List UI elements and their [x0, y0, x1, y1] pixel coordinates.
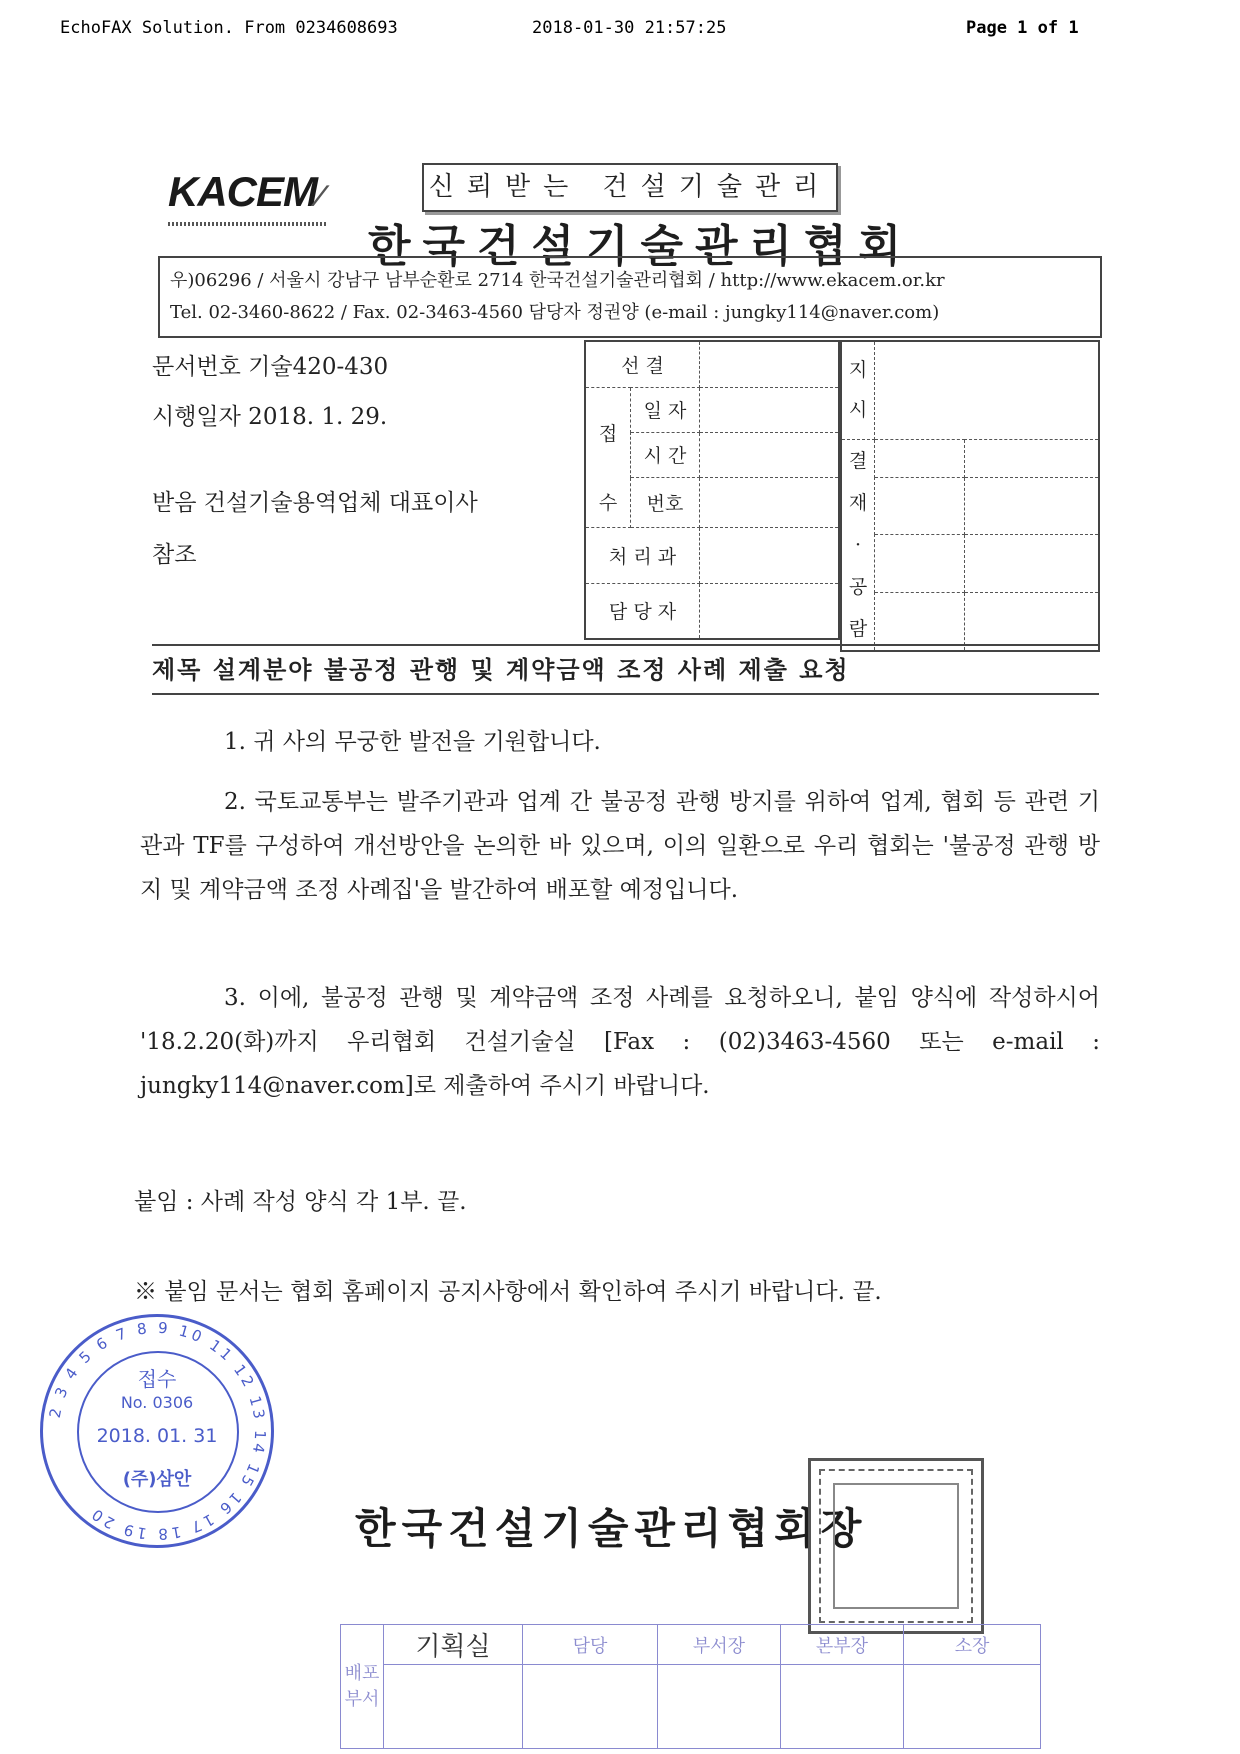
fax-sender: EchoFAX Solution. From 0234608693: [60, 18, 398, 38]
stamp-date: 2018. 01. 31: [96, 1425, 218, 1447]
handwritten-dept: 기획실: [384, 1625, 523, 1665]
paragraph-2: 2. 국토교통부는 발주기관과 업계 간 불공정 관행 방지를 위하여 업계, 협회 등 관련 기관과 TF를 구성하여 개선방안을 논의한 바 있으며, 이의 일환으로 우리 협회는 '불공정 관행 방지 및 계약금액 조정 사례집'을 발간하여 배포할 예정입니다.: [140, 789, 1100, 903]
president-signature: 한국건설기술관리협회장: [355, 1504, 868, 1553]
approval-cell: [875, 592, 965, 650]
jeop-label: 접: [585, 387, 631, 477]
number-label: 번호: [631, 477, 700, 527]
dist-header: 부서장: [658, 1625, 781, 1665]
side-ram: 람: [848, 617, 868, 640]
approval-cell: [875, 439, 965, 477]
recipient: 받음 건설기술용역업체 대표이사: [152, 490, 478, 516]
stamp-label: 접수: [137, 1367, 177, 1391]
kacem-logo: KACEM∕: [168, 168, 322, 215]
dist-header: 본부장: [781, 1625, 904, 1665]
stamp-ring-numbers: 2 3 4 5 6 7 8 9 10 11 12 13 14 15 16 17 18 19 20: [45, 1318, 270, 1544]
logo-underline: [168, 222, 328, 226]
seongyeol-cell: [700, 341, 840, 387]
approval-cell: [875, 477, 965, 534]
contact-line: Tel. 02-3460-8622 / Fax. 02-3463-4560 담당자 정권양 (e-mail : jungky114@naver.com): [170, 302, 940, 323]
side-si: 시: [848, 399, 868, 422]
dist-cell: [658, 1665, 781, 1749]
official-seal: [808, 1458, 984, 1634]
date-label: 일 자: [631, 387, 700, 432]
paragraph-1: 1. 귀 사의 무궁한 발전을 기원합니다.: [224, 729, 601, 755]
side-gong: 공: [848, 575, 868, 598]
side-gyeol: 결: [848, 449, 868, 472]
time-cell: [700, 432, 840, 477]
approval-table-left: [584, 340, 840, 640]
person-in-charge-label: 담 당 자: [585, 583, 700, 639]
organization-name: 한국건설기술관리협회: [368, 221, 914, 272]
approval-cell: [964, 439, 1099, 477]
address-line: 우)06296 / 서울시 강남구 남부순환로 2714 한국건설기술관리협회 / http://www.ekacem.or.kr: [170, 270, 945, 291]
slogan-box: 신뢰받는 건설기술관리: [422, 163, 838, 212]
reference: 참조: [152, 542, 197, 568]
dist-header: 담당: [523, 1625, 658, 1665]
fax-page: Page 1 of 1: [966, 18, 1079, 38]
side-dot: ·: [854, 533, 862, 556]
note-line: ※ 붙임 문서는 협회 홈페이지 공지사항에서 확인하여 주시기 바랍니다. 끝.: [134, 1279, 882, 1305]
side-jae: 재: [848, 491, 868, 514]
approval-cell: [964, 592, 1099, 650]
person-in-charge-cell: [700, 583, 840, 639]
fax-datetime: 2018-01-30 21:57:25: [532, 18, 727, 38]
seongyeol-label: 선 결: [585, 341, 700, 387]
issue-date: 시행일자 2018. 1. 29.: [152, 404, 388, 430]
approval-cell: [875, 534, 965, 592]
address-box: [158, 256, 1102, 338]
dist-cell: [384, 1665, 523, 1749]
dept-label: 배포부서: [341, 1625, 384, 1749]
instruction-cell: [875, 341, 1100, 439]
number-cell: [700, 477, 840, 527]
approval-cell: [964, 534, 1099, 592]
dist-cell: [904, 1665, 1041, 1749]
processing-dept-cell: [700, 527, 840, 583]
stamp-company: (주)삼안: [122, 1469, 192, 1490]
approval-table-right: [840, 340, 1100, 652]
attachment-line: 붙임 : 사례 작성 양식 각 1부. 끝.: [134, 1189, 467, 1215]
receipt-stamp: [40, 1314, 274, 1548]
gyeoljae-label: [841, 439, 875, 651]
dist-header: 소장: [904, 1625, 1041, 1665]
side-ji: 지: [848, 359, 868, 382]
date-cell: [700, 387, 840, 432]
time-label: 시 간: [631, 432, 700, 477]
subject-title: 제목 설계분야 불공정 관행 및 계약금액 조정 사례 제출 요청: [152, 650, 1099, 695]
doc-number: 문서번호 기술420-430: [152, 354, 389, 380]
ji-si-label: [841, 341, 875, 439]
dist-cell: [523, 1665, 658, 1749]
subject-top-rule: [152, 644, 1099, 646]
distribution-table: [340, 1624, 1041, 1749]
su-label: 수: [585, 477, 631, 527]
processing-dept-label: 처 리 과: [585, 527, 700, 583]
dist-cell: [781, 1665, 904, 1749]
approval-cell: [964, 477, 1099, 534]
stamp-number: No. 0306: [120, 1393, 194, 1412]
paragraph-3: 3. 이에, 불공정 관행 및 계약금액 조정 사례를 요청하오니, 붙임 양식에 작성하시어 '18.2.20(화)까지 우리협회 건설기술실 [Fax : (02)3463-4560 또는 e-mail : jungky114@naver.com]로 제출하여 주시기 바랍니다.: [140, 985, 1100, 1099]
